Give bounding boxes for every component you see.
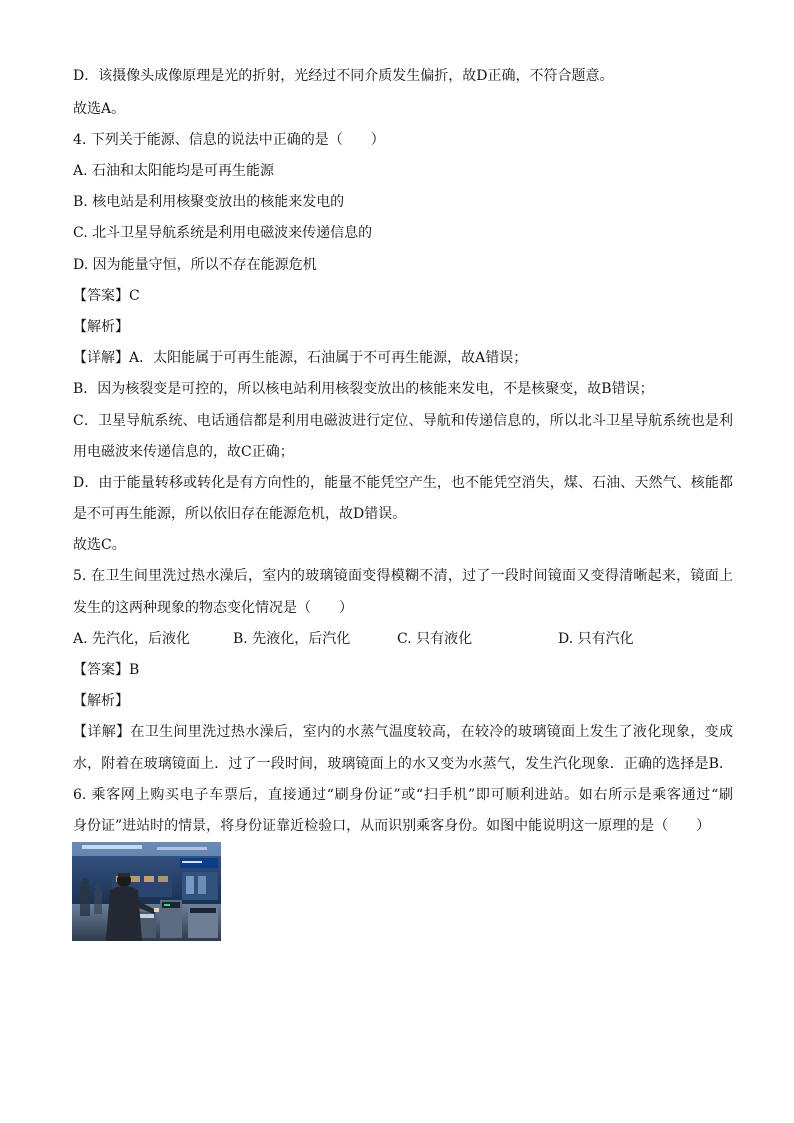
q5-option-b: B. 先液化，后汽化 xyxy=(233,631,351,647)
q6-stem-line2: 身份证”进站时的情景，将身份证靠近检验口，从而识别乘客身份。如图中能说明这一原理的是（ ） xyxy=(73,818,711,834)
q3-conclusion: 故选A。 xyxy=(73,101,126,117)
q4-stem: 4. 下列关于能源、信息的说法中正确的是（ ） xyxy=(73,132,385,148)
q5-analysis-heading: 【解析】 xyxy=(73,693,129,709)
q4-detail-a: 【详解】A．太阳能属于可再生能源，石油属于不可再生能源，故A错误； xyxy=(73,350,528,366)
q3-option-d-analysis: D．该摄像头成像原理是光的折射，光经过不同介质发生偏折，故D正确，不符合题意。 xyxy=(73,68,614,84)
q4-detail-d-line2: 是不可再生能源，所以依旧存在能源危机，故D错误。 xyxy=(73,506,407,522)
q5-detail-line1: 【详解】在卫生间里洗过热水澡后，室内的水蒸气温度较高，在较冷的玻璃镜面上发生了液化现象，变成 xyxy=(73,724,733,740)
q5-option-c: C. 只有液化 xyxy=(397,631,473,647)
station-entry-photo xyxy=(72,842,221,941)
q5-stem-line2: 发生的这两种现象的物态变化情况是（ ） xyxy=(73,600,353,616)
q6-stem-line1: 6. 乘客网上购买电子车票后，直接通过“刷身份证”或“扫手机”即可顺利进站。如右所示是乘客通过“刷 xyxy=(73,787,733,803)
q4-option-a: A. 石油和太阳能均是可再生能源 xyxy=(73,163,275,179)
q4-detail-b: B．因为核裂变是可控的，所以核电站利用核裂变放出的核能来发电，不是核聚变，故B错误； xyxy=(73,381,654,397)
q4-detail-c-line2: 用电磁波来传递信息的，故C正确； xyxy=(73,444,294,460)
q4-option-c: C. 北斗卫星导航系统是利用电磁波来传递信息的 xyxy=(73,225,373,241)
q5-stem-line1: 5. 在卫生间里洗过热水澡后，室内的玻璃镜面变得模糊不清，过了一段时间镜面又变得清晰起来，镜面上 xyxy=(73,568,733,584)
q5-option-d: D. 只有汽化 xyxy=(558,631,634,647)
q4-detail-c-line1: C．卫星导航系统、电话通信都是利用电磁波进行定位、导航和传递信息的，所以北斗卫星导航系统也是利 xyxy=(73,413,733,429)
q4-answer: 【答案】C xyxy=(73,288,140,304)
q4-conclusion: 故选C。 xyxy=(73,537,126,553)
q4-detail-d-line1: D．由于能量转移或转化是有方向性的，能量不能凭空产生，也不能凭空消失，煤、石油、天然气、核能都 xyxy=(73,475,733,491)
q5-option-a: A. 先汽化，后液化 xyxy=(73,631,191,647)
q4-option-d: D. 因为能量守恒，所以不存在能源危机 xyxy=(73,257,317,273)
q4-analysis-heading: 【解析】 xyxy=(73,319,129,335)
q5-answer: 【答案】B xyxy=(73,662,140,678)
q5-detail-line2: 水，附着在玻璃镜面上．过了一段时间，玻璃镜面上的水又变为水蒸气，发生汽化现象．正确的选择是B． xyxy=(73,756,733,772)
q5-options-row xyxy=(73,630,733,648)
q4-option-b: B. 核电站是利用核聚变放出的核能来发电的 xyxy=(73,194,345,210)
